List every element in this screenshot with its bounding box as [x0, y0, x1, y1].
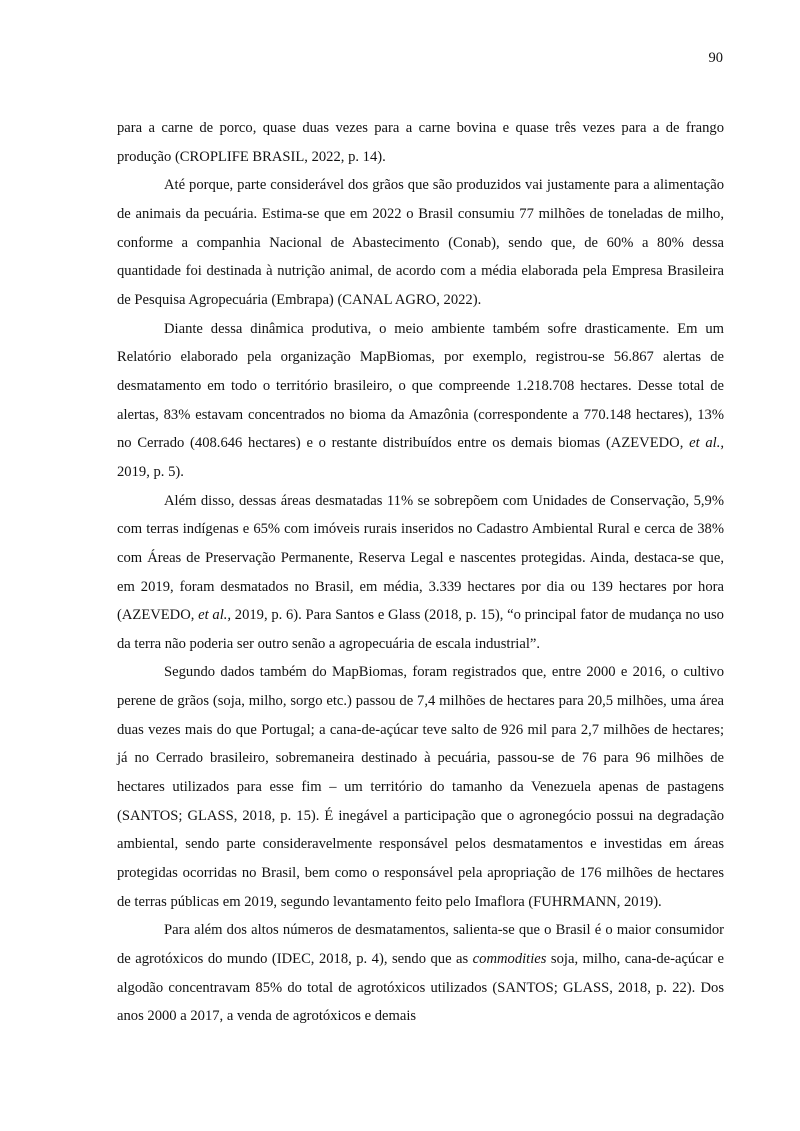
text-segment: Para além dos altos números de desmatamentos, salienta-se que o Brasil é o maior consumidor de agrotóxicos do mundo (IDEC, 2018, p. 4), sendo que as	[117, 922, 724, 968]
paragraph	[117, 114, 724, 171]
paragraph	[117, 658, 724, 916]
paragraph	[117, 171, 724, 314]
paragraph	[117, 487, 724, 659]
text-segment: Até porque, parte considerável dos grãos que são produzidos vai justamente para a alimentação de animais da pecuária. Estima-se que em 2022 o Brasil consumiu 77 milhões de toneladas de milho, conforme a companhia Nacional de Abastecimento (Conab), sendo que, de 60% a 80% dessa quantidade foi destinada à nutrição animal, de acordo com a média elaborada pela Empresa Brasileira de Pesquisa Agropecuária (Embrapa) (CANAL AGRO, 2022).	[117, 177, 724, 308]
text-segment: Além disso, dessas áreas desmatadas 11% se sobrepõem com Unidades de Conservação, 5,9% com terras indígenas e 65% com imóveis rurais inseridos no Cadastro Ambiental Rural e cerca de 38% com Áreas de Preservação Permanente, Reserva Legal e nascentes protegidas. Ainda, destaca-se que, em 2019, foram desmatados no Brasil, em média, 3.339 hectares por dia ou 139 hectares por hora (AZEVEDO,	[117, 492, 724, 624]
text-segment: para a carne de porco, quase duas vezes para a carne bovina e quase três vezes para a de frango produção (CROPLIFE BRASIL, 2022, p. 14).	[117, 120, 724, 165]
text-segment: Diante dessa dinâmica produtiva, o meio ambiente também sofre drasticamente. Em um Relatório elaborado pela organização MapBiomas, por exemplo, registrou-se 56.867 alertas de desmatamento em todo o território brasileiro, o que compreende 1.218.708 hectares. Desse total de alertas, 83% estavam concentrados no bioma da Amazônia (correspondente a 770.148 hectares), 13% no Cerrado (408.646 hectares) e o restante distribuídos entre os demais biomas (AZEVEDO,	[117, 320, 724, 452]
body-text	[117, 114, 724, 1031]
text-segment: soja, milho, cana-de-açúcar e algodão concentravam 85% do total de agrotóxicos utilizados (SANTOS; GLASS, 2018, p. 22). Dos anos 2000 a 2017, a venda de agrotóxicos e demais	[117, 951, 724, 1025]
text-segment: Segundo dados também do MapBiomas, foram registrados que, entre 2000 e 2016, o cultivo perene de grãos (soja, milho, sorgo etc.) passou de 7,4 milhões de hectares para 20,5 milhões, uma área duas vezes mais do que Portugal; a cana-de-açúcar teve salto de 926 mil para 2,7 milhões de hectares; já no Cerrado brasileiro, sobremaneira destinado à pecuária, passou-se de 76 para 96 milhões de hectares utilizados para esse fim – um território do tamanho da Venezuela apenas de pastagens (SANTOS; GLASS, 2018, p. 15). É inegável a participação que o agronegócio possui na degradação ambiental, sendo parte consideravelmente responsável pelos desmatamentos e investidas em áreas protegidas ocorridas no Brasil, bem como o responsável pela apropriação de 176 milhões de hectares de terras públicas em 2019, segundo levantamento feito pelo Imaflora (FUHRMANN, 2019).	[117, 664, 724, 910]
paragraph	[117, 315, 724, 487]
italic-term: commodities	[472, 951, 547, 968]
italic-citation: et al.,	[689, 435, 724, 452]
page-number: 90	[708, 50, 723, 66]
text-segment: 2019, p. 5).	[117, 463, 184, 480]
italic-citation: et al.,	[198, 607, 232, 624]
paragraph	[117, 916, 724, 1031]
text-segment: 2019, p. 6). Para Santos e Glass (2018, p. 15), “o principal fator de mudança no uso da terra não poderia ser outro senão a agropecuária de escala industrial”.	[117, 607, 724, 652]
